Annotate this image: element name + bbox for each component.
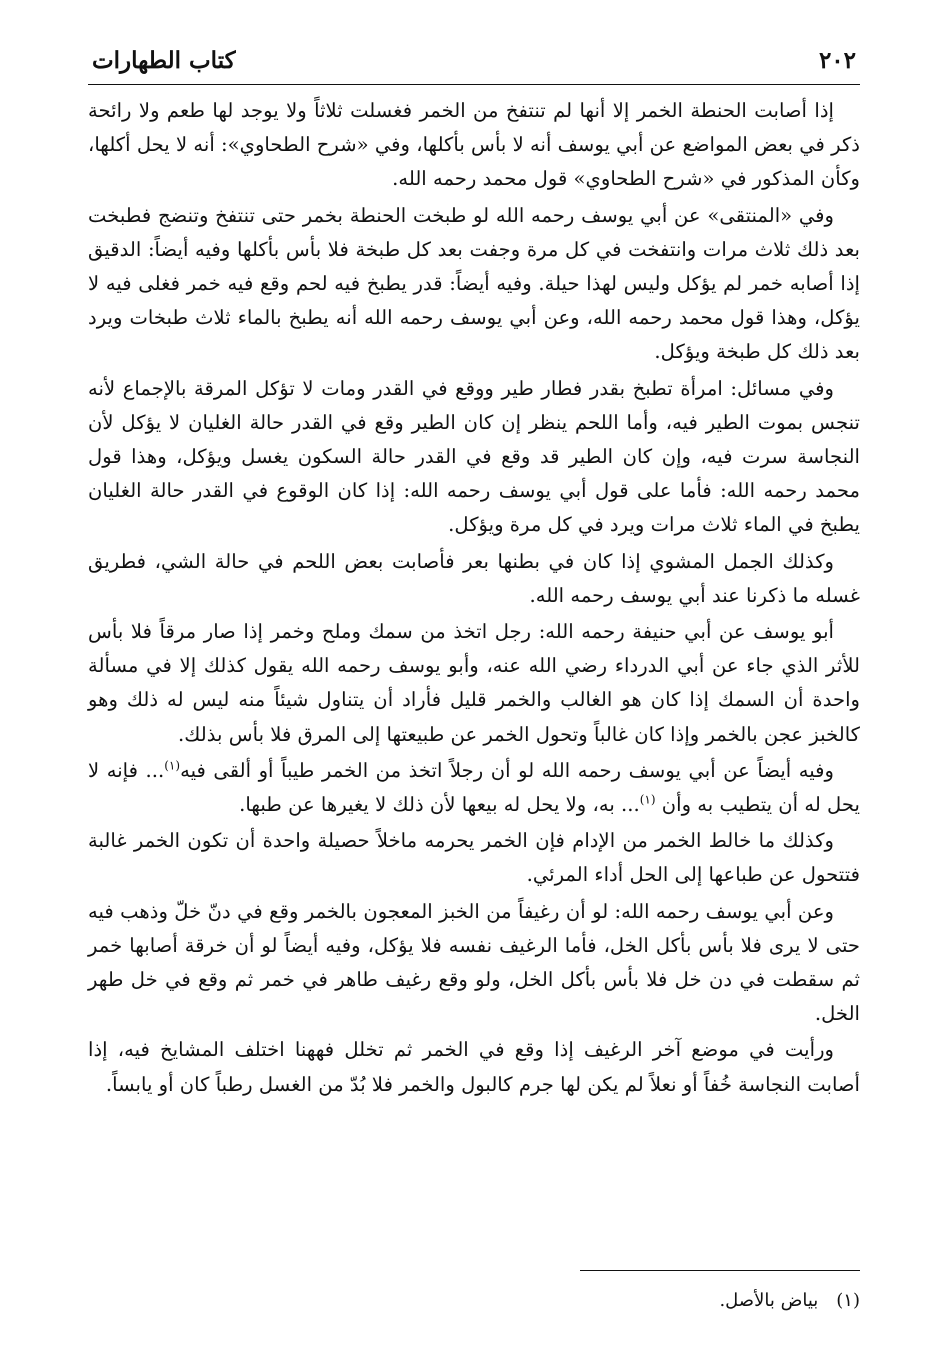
paragraph: وكذلك ما خالط الخمر من الإدام فإن الخمر يحرمه ماخلاً حصيلة واحدة أن تكون الخمر غالبة فتتحول عن طباعها إلى الحل أداء المرئي. <box>88 829 860 887</box>
paragraph: وفي مسائل: امرأة تطبخ بقدر فطار طير ووقع في القدر ومات لا تؤكل المرقة بالإجماع لأنه تنجس بموت الطير فيه، وأما اللحم ينظر إن كان الطير وقع في القدر حالة الغليان لا يؤكل لأن النجاسة سرت فيه، وإن كان الطير قد وقع في القدر حالة السكون يغسل ويؤكل، وهذا قول محمد رحمه الله: فأما على قول أبي يوسف رحمه الله: إذا كان الوقوع في القدر حالة الغليان يطبخ في الماء ثلاث مرات ويرد في كل مرة ويؤكل. <box>88 376 860 537</box>
paragraph: وعن أبي يوسف رحمه الله: لو أن رغيفاً من الخبز المعجون بالخمر وقع في دنّ خلّ وذهب فيه حتى لا يرى فلا بأس بأكل الخل، فأما الرغيف نفسه فلا يؤكل، وفيه أيضاً لو أن خرقة أصابها خمر ثم سقطت في دن خل فلا بأس بأكل الخل، ولو وقع رغيف طاهر في خمر ثم وقع في خل طهر الخل. <box>88 899 860 1026</box>
footnote-number: (١) <box>836 1290 860 1311</box>
footnote-marker[interactable]: (١) <box>164 758 181 773</box>
page-number: ٢٠٢ <box>818 47 856 74</box>
paragraph-with-footnote-marks <box>88 754 860 822</box>
paragraph: ورأيت في موضع آخر الرغيف إذا وقع في الخمر ثم تخلل فههنا اختلف المشايخ فيه، إذا أصابت النجاسة خُفاً أو نعلاً لم يكن لها جرم كالبول والخمر فلا بُدّ من الغسل رطباً كان أو يابساً. <box>88 1038 860 1096</box>
paragraph: وفي «المنتقى» عن أبي يوسف رحمه الله لو طبخت الحنطة بخمر حتى تنتفخ وتنضج فطبخت بعد ذلك ثلاث مرات وانتفخت في كل مرة وجفت بعد كل طبخة فلا بأس بأكلها وفيه أيضاً: الدقيق إذا أصابه خمر لم يؤكل وليس لهذا حيلة. وفيه أيضاً: قدر يطبخ فيه لحم وقع فيه خمر فغلى فيه لا يؤكل، وهذا قول محمد رحمه الله، وعن أبي يوسف رحمه الله أنه يطبخ بالماء ثلاث طبخات ويرد بعد ذلك كل طبخة ويؤكل. <box>88 203 860 364</box>
footnote-marker[interactable]: (١) <box>639 792 656 807</box>
running-header <box>88 40 860 84</box>
paragraph: أبو يوسف عن أبي حنيفة رحمه الله: رجل اتخذ من سمك وملح وخمر إذا صار مرقاً فلا بأس للأثر الذي جاء عن أبي الدرداء رضي الله عنه، وأبو يوسف رحمه الله يقول كذلك إلا في مسألة واحدة أن السمك إذا كان هو الغالب والخمر قليل فأراد أن يتناول شيئاً منه ليس له ذلك وهو كالخبز عجن بالخمر وإذا كان غالباً وتحول الخمر عن طبيعتها إلى المرق فلا بأس بذلك. <box>88 620 860 746</box>
book-title: كتاب الطهارات <box>92 47 236 74</box>
book-page <box>88 40 860 1330</box>
footnote-text: بياض بالأصل. <box>719 1290 819 1311</box>
paragraph-segment: ... فإنه لا يحل له أن يتطيب به وأن <box>88 758 860 817</box>
paragraph: وكذلك الجمل المشوي إذا كان في بطنها بعر فأصابت بعض اللحم في حالة الشي، فطريق غسله ما ذكرنا عند أبي يوسف رحمه الله. <box>88 549 860 607</box>
paragraph-segment: وفيه أيضاً عن أبي يوسف رحمه الله لو أن رجلاً اتخذ من الخمر طيباً أو ألقى فيه <box>180 758 834 782</box>
paragraph-segment: ... به، ولا يحل له بيعها لأن ذلك لا يغيرها عن طبها. <box>239 793 640 817</box>
header-rule <box>88 84 860 85</box>
paragraph: إذا أصابت الحنطة الخمر إلا أنها لم تنتفخ من الخمر فغسلت ثلاثاً ولا يوجد لها طعم ولا رائحة ذكر في بعض المواضع عن أبي يوسف أنه لا بأس بأكلها، وفي «شرح الطحاوي»: أنه لا يحل أكلها، وكأن المذكور في «شرح الطحاوي» قول محمد رحمه الله. <box>88 99 860 191</box>
main-text <box>88 94 860 1104</box>
footnote <box>719 1288 860 1314</box>
footnote-separator <box>580 1270 860 1271</box>
